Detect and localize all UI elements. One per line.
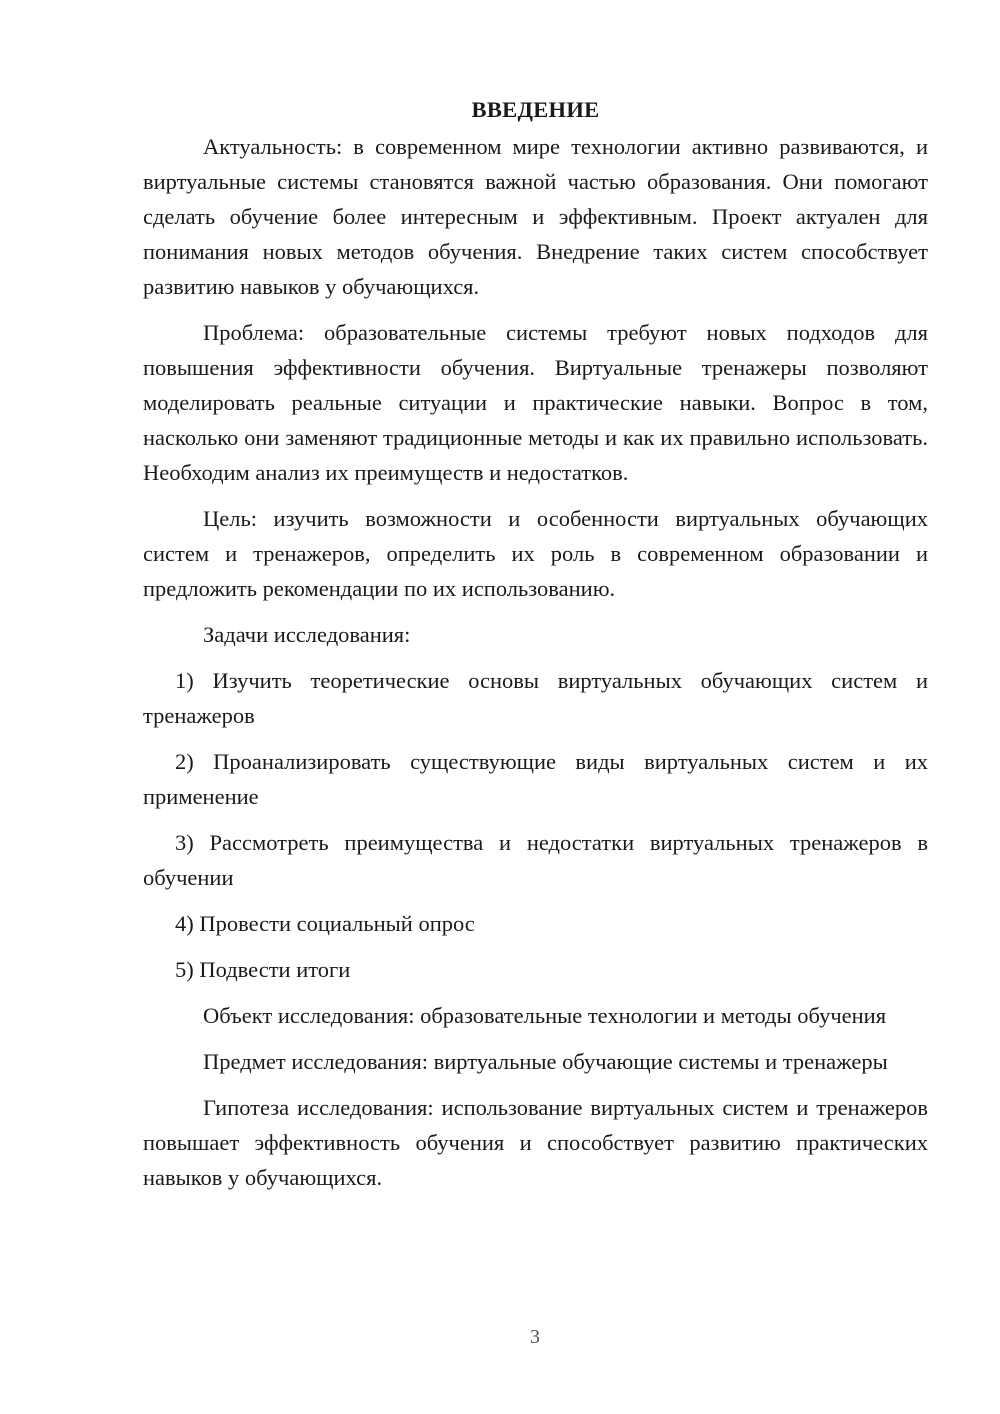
task-item-5: 5) Подвести итоги <box>175 957 351 982</box>
task-item-1: 1) Изучить теоретические основы виртуальных обучающих систем и тренажеров <box>143 668 928 728</box>
task-item-3: 3) Рассмотреть преимущества и недостатки виртуальных тренажеров в обучении <box>143 830 928 890</box>
page-number: 3 <box>530 1326 540 1348</box>
page-content <box>143 92 928 1206</box>
relevance-paragraph: Актуальность: в современном мире технологии активно развиваются, и виртуальные системы становятся важной частью образования. Они помогают сделать обучение более интересным и эффективным. Проект актуален для понимания новых методов обучения. Внедрение таких систем способствует развитию навыков у обучающихся. <box>143 134 928 299</box>
problem-paragraph: Проблема: образовательные системы требуют новых подходов для повышения эффективности обучения. Виртуальные тренажеры позволяют моделировать реальные ситуации и практические навыки. Вопрос в том, насколько они заменяют традиционные методы и как их правильно использовать. Необходим анализ их преимуществ и недостатков. <box>143 320 928 485</box>
tasks-heading: Задачи исследования: <box>203 622 411 647</box>
goal-paragraph: Цель: изучить возможности и особенности виртуальных обучающих систем и тренажеров, определить их роль в современном образовании и предложить рекомендации по их использованию. <box>143 506 928 601</box>
object-paragraph: Объект исследования: образовательные технологии и методы обучения <box>203 1003 887 1028</box>
hypothesis-paragraph: Гипотеза исследования: использование виртуальных систем и тренажеров повышает эффективность обучения и способствует развитию практических навыков у обучающихся. <box>143 1095 928 1190</box>
task-item-4: 4) Провести социальный опрос <box>175 911 475 936</box>
task-item-2: 2) Проанализировать существующие виды виртуальных систем и их применение <box>143 749 928 809</box>
subject-paragraph: Предмет исследования: виртуальные обучающие системы и тренажеры <box>203 1049 888 1074</box>
section-title: ВВЕДЕНИЕ <box>471 97 600 122</box>
